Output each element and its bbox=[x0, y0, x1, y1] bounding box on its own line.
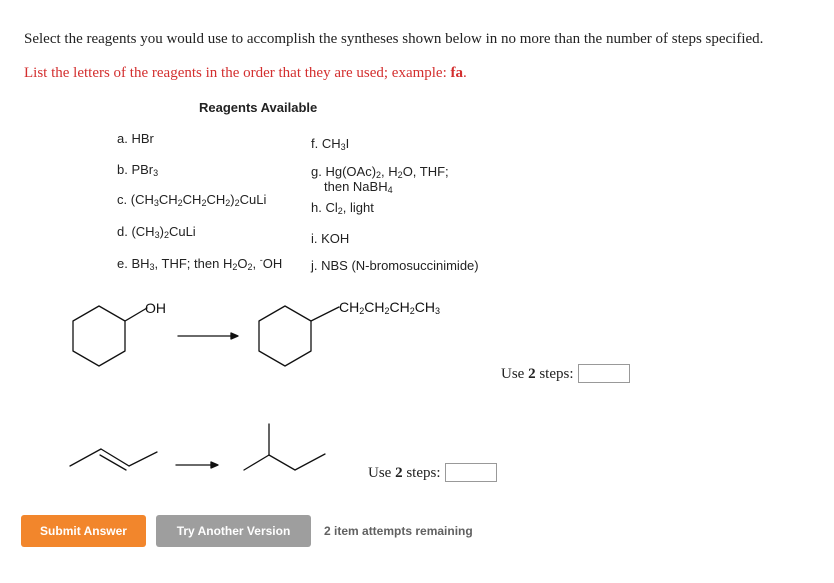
reagent-c-sub: 3 bbox=[153, 198, 159, 208]
c-butyl-bond bbox=[311, 307, 339, 321]
reagent-c-part: CH bbox=[158, 192, 178, 207]
reagent-g-sub: 2 bbox=[376, 170, 382, 180]
reagent-c-sub: 2 bbox=[225, 198, 231, 208]
reagent-g-part: , H bbox=[381, 164, 398, 179]
reagent-d-sub: 3 bbox=[154, 230, 160, 240]
reagent-f-part: I bbox=[345, 136, 350, 151]
reagent-f-letter: f. bbox=[311, 136, 319, 151]
list-instruction-suffix: . bbox=[463, 65, 467, 81]
butyl-label bbox=[339, 299, 440, 315]
reagent-f-part: CH bbox=[321, 136, 341, 151]
reagent-e-part: BH bbox=[131, 256, 150, 271]
steps-count: 2 bbox=[395, 465, 403, 481]
reagent-c-part: ) bbox=[230, 192, 235, 207]
alkene-bond-3 bbox=[129, 452, 157, 466]
alkane-bond-2 bbox=[269, 455, 295, 470]
submit-answer-button[interactable]: Submit Answer bbox=[21, 515, 146, 547]
steps-suffix: steps: bbox=[402, 465, 441, 481]
reagent-g-part: O, THF; bbox=[402, 164, 449, 179]
butyl-label-part: CH bbox=[389, 299, 410, 315]
reagent-c-part: CH bbox=[206, 192, 226, 207]
reagent-g-sub: 4 bbox=[387, 185, 393, 195]
reagent-c-part: CH bbox=[182, 192, 202, 207]
butyl-label-part: CH bbox=[339, 299, 360, 315]
reagent-e-sup: - bbox=[259, 255, 263, 265]
reagent-h-part: , light bbox=[342, 200, 374, 215]
reagent-i-letter: i. bbox=[311, 231, 318, 246]
try-another-version-button[interactable]: Try Another Version bbox=[156, 515, 311, 547]
reaction-arrow-2-head bbox=[211, 462, 218, 468]
reagent-e-sub: 3 bbox=[149, 262, 155, 272]
synthesis2-answer-input[interactable] bbox=[445, 463, 497, 482]
reagent-h-part: Cl bbox=[325, 200, 338, 215]
reagents-title: Reagents Available bbox=[199, 100, 318, 115]
reagent-b-part: PBr bbox=[131, 162, 154, 177]
alkane-bond-3 bbox=[295, 454, 325, 470]
reagent-j-part: NBS (N-bromosuccinimide) bbox=[321, 258, 479, 273]
alkane-bond-1 bbox=[244, 455, 269, 470]
reagent-h-sub: 2 bbox=[337, 206, 343, 216]
reagent-e-letter: e. bbox=[117, 256, 128, 271]
reagent-a-text: HBr bbox=[131, 131, 154, 146]
reagent-b-sub: 3 bbox=[153, 168, 159, 178]
reagent-c-letter: c. bbox=[117, 192, 128, 207]
reagent-g-line2: then NaBH bbox=[324, 179, 388, 194]
synthesis1-steps-label bbox=[501, 366, 574, 383]
reagent-c-sub: 2 bbox=[234, 198, 240, 208]
reagent-i-part: KOH bbox=[321, 231, 350, 246]
reagent-f-sub: 3 bbox=[340, 142, 346, 152]
butyl-label-sub: 2 bbox=[359, 306, 365, 316]
reagent-c-sub: 2 bbox=[201, 198, 207, 208]
reagent-c-sub: 2 bbox=[177, 198, 183, 208]
reaction-arrow-1-head bbox=[231, 333, 238, 339]
reagent-g-sub: 2 bbox=[397, 170, 403, 180]
c-oh-bond bbox=[125, 308, 147, 321]
butyl-label-sub: 2 bbox=[384, 306, 390, 316]
reagent-g-part: Hg(OAc) bbox=[325, 164, 377, 179]
reagent-b-letter: b. bbox=[117, 162, 128, 177]
reagent-c-part: (CH bbox=[130, 192, 154, 207]
butyl-label-sub: 3 bbox=[434, 306, 440, 316]
steps-suffix: steps: bbox=[535, 366, 574, 382]
steps-prefix: Use bbox=[501, 366, 529, 382]
alkene-bond-1 bbox=[70, 449, 101, 466]
reagent-e-sub: 2 bbox=[232, 262, 238, 272]
reagent-e-part: O bbox=[237, 256, 248, 271]
cyclohexane-ring-product bbox=[259, 306, 311, 366]
reagent-g-letter: g. bbox=[311, 164, 322, 179]
cyclohexane-ring-start bbox=[73, 306, 125, 366]
steps-count: 2 bbox=[528, 366, 536, 382]
synthesis2-steps-label bbox=[368, 465, 441, 482]
instruction-text: Select the reagents you would use to accomplish the syntheses shown below in no more than the number of steps specified. bbox=[24, 31, 764, 47]
reagent-j-letter: j. bbox=[311, 258, 318, 273]
synthesis1-answer-input[interactable] bbox=[578, 364, 630, 383]
reagent-e-part: , THF; then H bbox=[154, 256, 233, 271]
steps-prefix: Use bbox=[368, 465, 396, 481]
list-instruction-example: fa bbox=[450, 65, 464, 81]
butyl-label-sub: 2 bbox=[409, 306, 415, 316]
reagent-a-letter: a. bbox=[117, 131, 128, 146]
reagent-h-letter: h. bbox=[311, 200, 322, 215]
reagent-d-part: ) bbox=[159, 224, 164, 239]
reagent-e-part: OH bbox=[262, 256, 283, 271]
reagent-d-letter: d. bbox=[117, 224, 128, 239]
attempts-remaining: 2 item attempts remaining bbox=[324, 524, 473, 538]
list-instruction-prefix: List the letters of the reagents in the order that they are used; example: bbox=[24, 65, 451, 81]
reagent-d-part: (CH bbox=[131, 224, 155, 239]
butyl-label-part: CH bbox=[364, 299, 385, 315]
butyl-label-part: CH bbox=[414, 299, 435, 315]
reagent-c-part: CuLi bbox=[239, 192, 267, 207]
reagent-e-part: , bbox=[252, 256, 260, 271]
reagent-d-part: CuLi bbox=[168, 224, 196, 239]
reagent-d-sub: 2 bbox=[163, 230, 169, 240]
hydroxyl-label: OH bbox=[145, 300, 166, 316]
reagent-e-sub: 2 bbox=[247, 262, 253, 272]
